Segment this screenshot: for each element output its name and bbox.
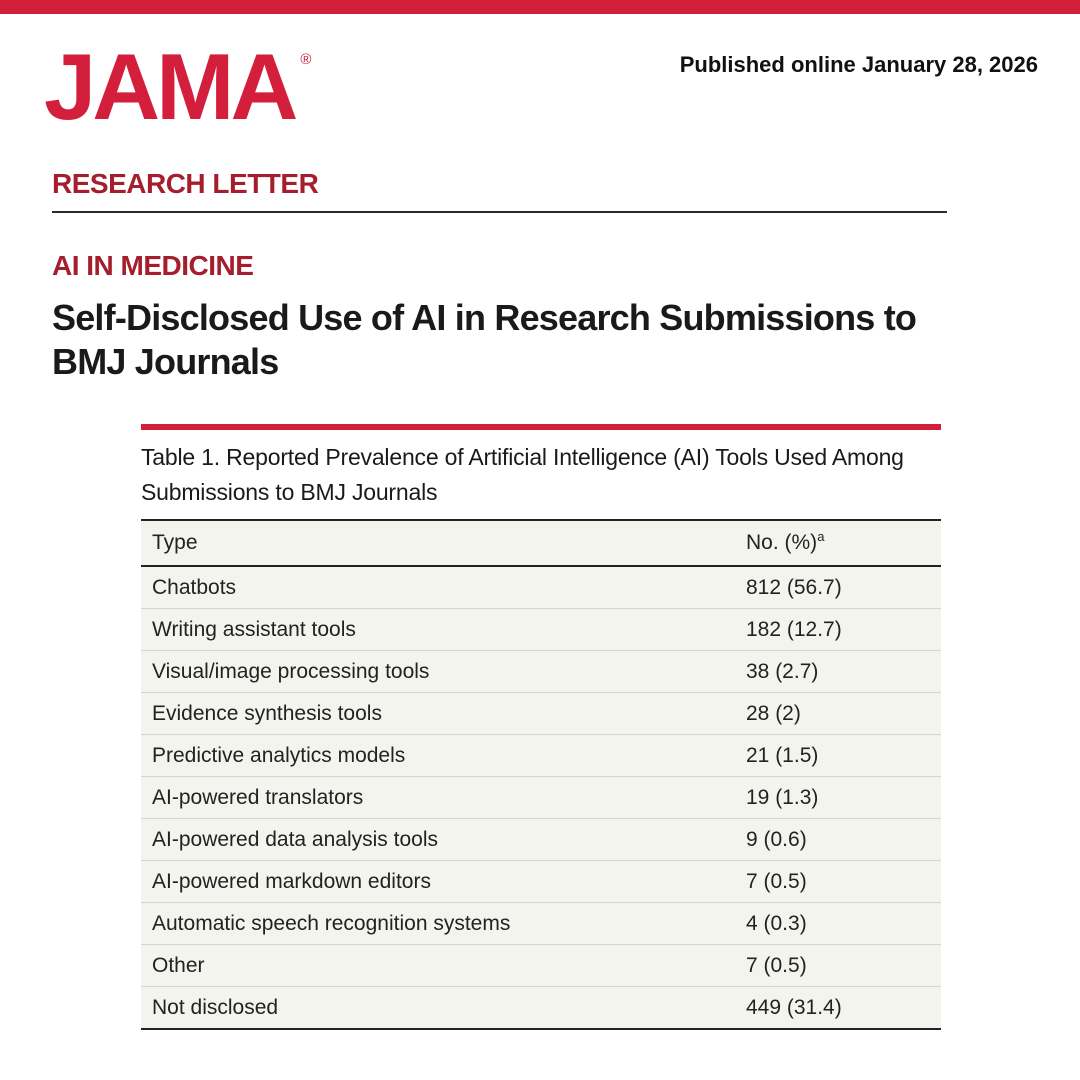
cell-type: AI-powered data analysis tools xyxy=(152,827,438,851)
cell-count: 449 (31.4) xyxy=(746,995,842,1019)
column-header-type xyxy=(141,521,735,566)
cell-count: 182 (12.7) xyxy=(746,617,842,641)
cell-count: 38 (2.7) xyxy=(746,659,819,683)
cell-count: 19 (1.3) xyxy=(746,785,819,809)
cell-count: 4 (0.3) xyxy=(746,911,807,935)
column-header-count xyxy=(735,521,941,566)
cell-count: 812 (56.7) xyxy=(746,575,842,599)
cell-count: 28 (2) xyxy=(746,701,801,725)
cell-count: 21 (1.5) xyxy=(746,743,819,767)
cell-count: 7 (0.5) xyxy=(746,869,807,893)
table-row xyxy=(141,566,941,609)
cell-count: 9 (0.6) xyxy=(746,827,807,851)
table-header-row xyxy=(141,521,941,566)
top-accent-bar xyxy=(0,0,1080,14)
table-row xyxy=(141,987,941,1030)
column-header-count-label: No. (%) xyxy=(746,531,818,554)
article-title: Self-Disclosed Use of AI in Research Submissions to BMJ Journals xyxy=(52,297,917,382)
prevalence-table xyxy=(141,521,941,1030)
table-body xyxy=(141,566,941,1029)
table-row xyxy=(141,945,941,987)
table-row xyxy=(141,903,941,945)
cell-type: AI-powered markdown editors xyxy=(152,869,431,893)
article-kicker: AI IN MEDICINE xyxy=(52,250,254,281)
cell-type: Visual/image processing tools xyxy=(152,659,430,683)
table-row xyxy=(141,609,941,651)
table-row xyxy=(141,651,941,693)
cell-type: Not disclosed xyxy=(152,995,279,1019)
cell-count: 7 (0.5) xyxy=(746,953,807,977)
table-caption: Table 1. Reported Prevalence of Artificial Intelligence (AI) Tools Used Among Submissions to BMJ Journals xyxy=(141,444,904,505)
table-row xyxy=(141,735,941,777)
prevalence-table-block xyxy=(141,424,941,1030)
jama-logo xyxy=(44,34,312,139)
cell-type: Writing assistant tools xyxy=(152,617,356,641)
table-row xyxy=(141,861,941,903)
table-row xyxy=(141,819,941,861)
table-row xyxy=(141,693,941,735)
cell-type: Automatic speech recognition systems xyxy=(152,911,511,935)
column-header-type-label: Type xyxy=(152,531,198,554)
table-row xyxy=(141,777,941,819)
footnote-marker: a xyxy=(817,529,825,544)
registered-mark: ® xyxy=(300,51,312,68)
published-date: Published online January 28, 2026 xyxy=(679,52,1038,77)
logo-text: JAMA xyxy=(44,34,295,139)
cell-type: Predictive analytics models xyxy=(152,743,406,767)
cell-type: Evidence synthesis tools xyxy=(152,701,382,725)
section-divider xyxy=(52,211,947,213)
section-label: RESEARCH LETTER xyxy=(52,168,319,199)
cell-type: Other xyxy=(152,953,205,977)
cell-type: AI-powered translators xyxy=(152,785,364,809)
cell-type: Chatbots xyxy=(152,575,237,599)
